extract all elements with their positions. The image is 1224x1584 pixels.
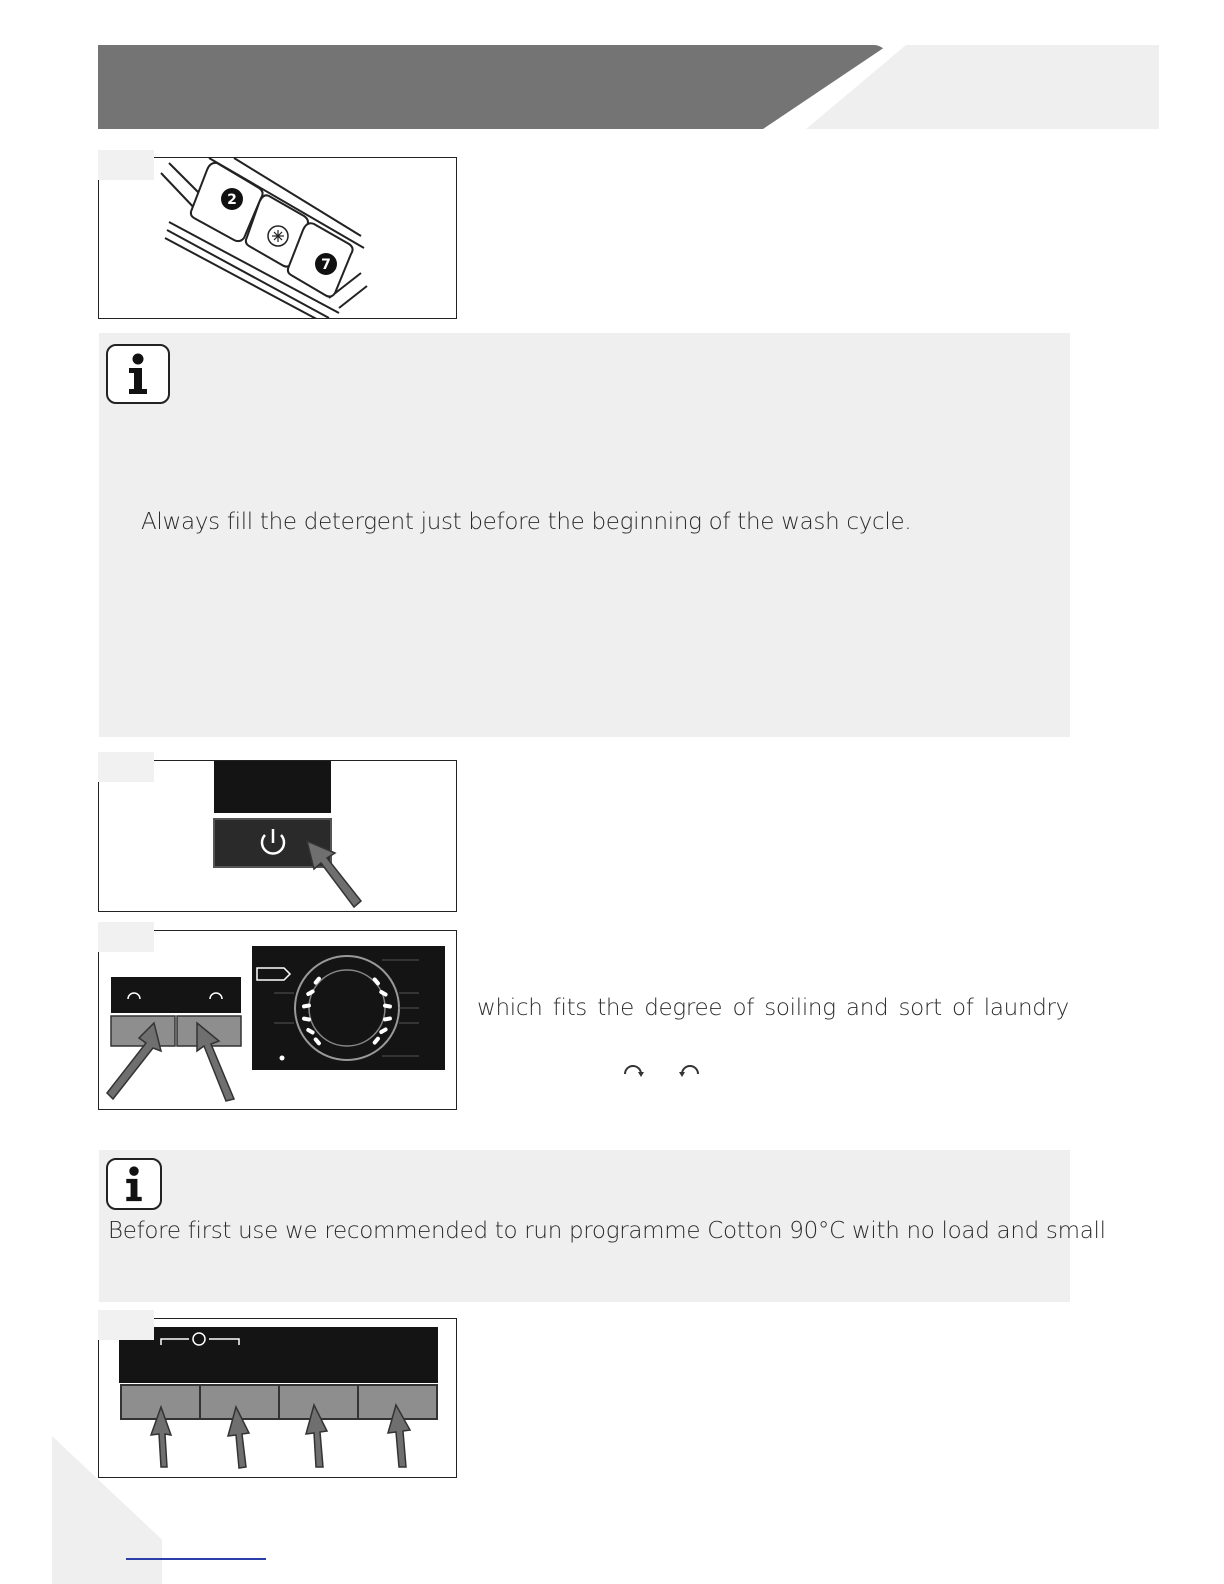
figure-label-2 bbox=[98, 752, 154, 782]
info-icon bbox=[106, 1158, 162, 1210]
button-number-7: 7 bbox=[321, 257, 331, 273]
programme-arrow-icons bbox=[620, 1058, 710, 1080]
figure-label-1 bbox=[98, 150, 154, 180]
programme-text: which fits the degree of soiling and sort of laundry bbox=[477, 995, 1069, 1021]
detergent-note-text: Always fill the detergent just before the beginning of the wash cycle. bbox=[141, 509, 912, 535]
power-button-illustration bbox=[99, 761, 456, 911]
first-use-note-text: Before first use we recommended to run programme Cotton 90°C with no load and small bbox=[108, 1218, 1106, 1244]
info-box-detergent bbox=[99, 333, 1070, 737]
button-number-2: 2 bbox=[227, 192, 237, 208]
figure-label-4 bbox=[98, 1310, 154, 1340]
detergent-drawer-illustration bbox=[99, 158, 456, 318]
figure-detergent-drawer bbox=[98, 157, 457, 319]
figure-power-button bbox=[98, 760, 457, 912]
figure-label-3 bbox=[98, 922, 154, 952]
figure-programme-selector bbox=[98, 930, 457, 1110]
programme-selector-illustration bbox=[99, 931, 456, 1109]
header-bar bbox=[98, 45, 888, 129]
info-icon bbox=[106, 344, 170, 404]
info-box-first-use bbox=[99, 1150, 1106, 1302]
footer-link-underline bbox=[126, 1558, 266, 1560]
pointer-arrow bbox=[307, 841, 361, 907]
figure-function-buttons bbox=[98, 1318, 457, 1478]
function-buttons-illustration bbox=[99, 1319, 456, 1477]
